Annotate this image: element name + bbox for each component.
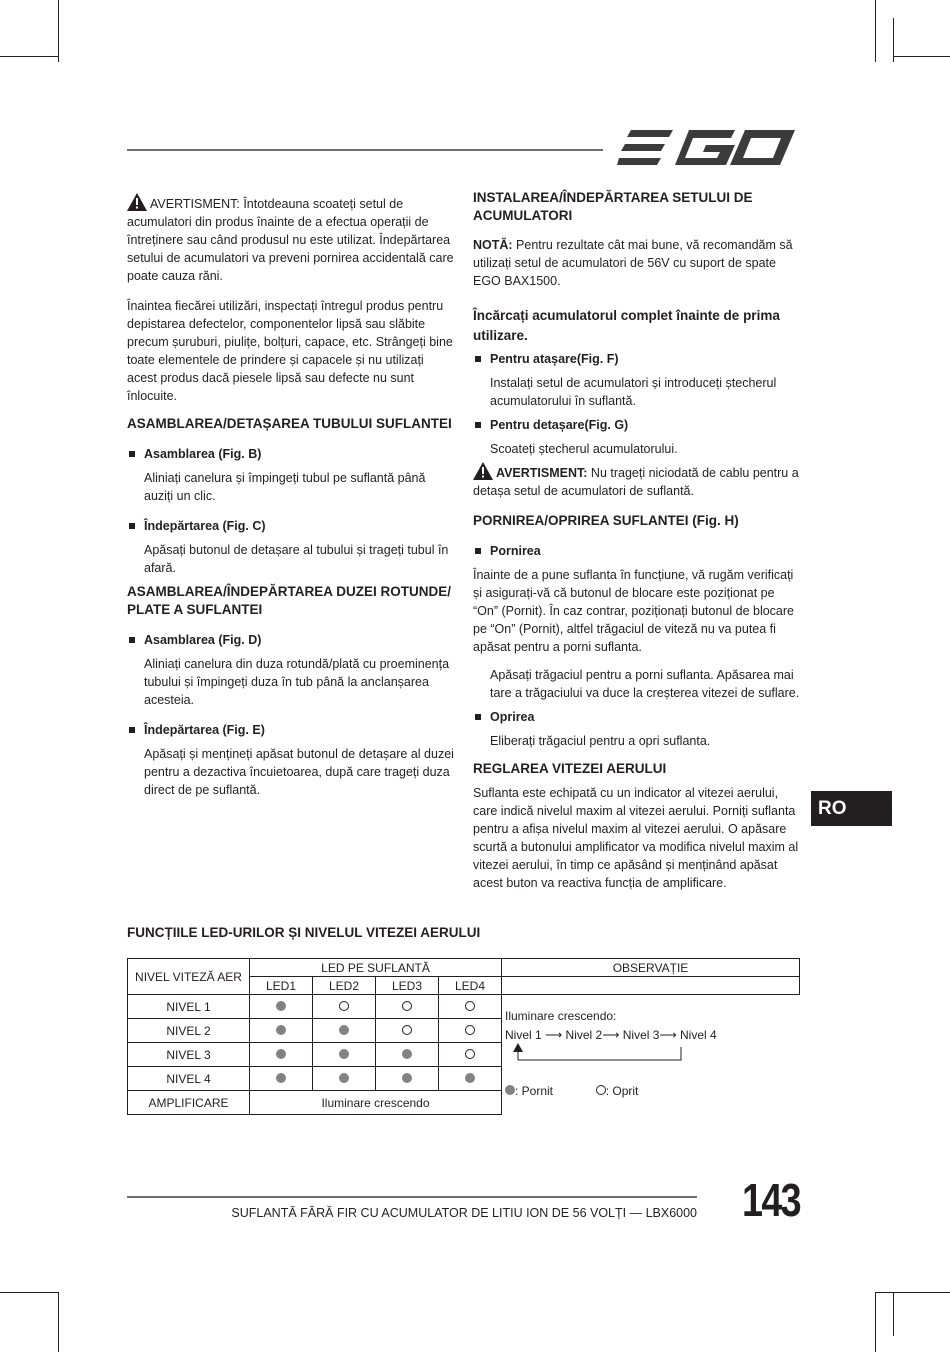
table-row: [128, 1043, 800, 1067]
footer-title: SUFLANTĂ FĂRĂ FIR CU ACUMULATOR DE LITIU ION DE 56 VOLȚI — LBX6000: [231, 1206, 697, 1220]
right-column: [473, 189, 803, 904]
led-off-icon: [402, 1025, 412, 1035]
boost-label: AMPLIFICARE: [128, 1091, 250, 1115]
page-number: 143: [742, 1174, 801, 1226]
led-cell: [376, 1043, 439, 1067]
detach-item: Pentru detașare(Fig. G): [473, 416, 803, 434]
crop-mark: [58, 0, 59, 62]
crop-mark: [0, 56, 58, 57]
col-led3: LED3: [376, 977, 439, 995]
col-led2: LED2: [313, 977, 376, 995]
table-row: [128, 1067, 800, 1091]
speed-text: Suflanta este echipată cu un indicator al vitezei aerului, care indică nivelul maxim al vitezei aerului. Porniți suflanta pentru a afișa nivelul maxim al vitezei aerului. O apăsare scurtă a butonului amplificator va modifica nivelul maxim al vitezei aerului, în timp ce apăsând și menținând apăsat acest buton va reactiva funcția de amplificare.: [473, 786, 799, 890]
col-led-group: LED PE SUFLANTĂ: [250, 959, 502, 977]
led-cell: [439, 1067, 502, 1091]
led-cell: [250, 995, 313, 1019]
attach-text: Instalați setul de acumulatori și introduceți ștecherul acumulatorului în suflantă.: [490, 376, 777, 408]
led-on-icon: [276, 1025, 286, 1035]
led-on-icon: [402, 1073, 412, 1083]
crop-mark: [875, 0, 876, 62]
stop-item: Oprirea: [473, 708, 803, 726]
warning-text: Nu trageți niciodată de cablu pentru a detașa setul de acumulatori de suflantă.: [473, 466, 799, 498]
led-cell: [439, 1019, 502, 1043]
tube-assemble-text: Aliniați canelura și împingeți tubul pe suflantă până auziți un clic.: [144, 471, 426, 503]
battery-warning: [473, 462, 803, 500]
led-cell: [313, 1043, 376, 1067]
crop-mark: [893, 56, 950, 57]
led-off-icon: [596, 1085, 606, 1095]
warning-text: Întotdeauna scoateți setul de acumulatori din produs înainte de a efectua operații de întreținere sau când produsul nu este utilizat. Îndepărtarea setului de acumulatori va preveni pornirea accidentală care poate cauza răni.: [127, 197, 454, 283]
ego-logo: [617, 128, 799, 170]
crop-mark: [893, 1292, 894, 1336]
led-cell: [376, 995, 439, 1019]
led-cell: [376, 1019, 439, 1043]
obs-line-2: Nivel 1 ⟶ Nivel 2⟶ Nivel 3⟶ Nivel 4: [505, 1028, 717, 1042]
led-cell: [250, 1067, 313, 1091]
warning-icon: [473, 462, 493, 480]
led-table: [127, 958, 800, 1115]
crop-mark: [875, 1292, 876, 1352]
led-on-icon: [339, 1049, 349, 1059]
led-cell: [313, 1019, 376, 1043]
led-cell: [250, 1019, 313, 1043]
led-off-icon: [465, 1001, 475, 1011]
header-rule: [127, 149, 603, 151]
nozzle-remove-item: Îndepărtarea (Fig. E): [127, 721, 455, 739]
led-cell: [376, 1067, 439, 1091]
charge-notice: Încărcați acumulatorul complet înainte de prima utilizare.: [473, 308, 780, 343]
boost-row: [128, 1091, 800, 1115]
level-label: NIVEL 2: [128, 1019, 250, 1043]
tube-remove-text: Apăsați butonul de detașare al tubului și trageți tubul în afară.: [144, 543, 449, 575]
tube-remove-item: Îndepărtarea (Fig. C): [127, 517, 455, 535]
warning-label: AVERTISMENT:: [496, 466, 588, 480]
nozzle-assemble-text: Aliniați canelura din duza rotundă/plată cu proeminența tubului și împingeți duza în tub până la anclanșarea acesteia.: [144, 657, 450, 707]
col-level: NIVEL VITEZĂ AER: [128, 959, 250, 995]
stop-text: Eliberați trăgaciul pentru a opri suflanta.: [490, 734, 711, 748]
speed-heading: REGLAREA VITEZEI AERULUI: [473, 761, 667, 776]
led-cell: [250, 1043, 313, 1067]
nozzle-assemble-item: Asamblarea (Fig. D): [127, 631, 455, 649]
level-label: NIVEL 3: [128, 1043, 250, 1067]
boost-value: Iluminare crescendo: [250, 1091, 502, 1115]
crop-mark: [875, 1292, 950, 1293]
start-item: Pornirea: [473, 542, 803, 560]
legend-off: : Oprit: [605, 1084, 639, 1098]
led-on-icon: [402, 1049, 412, 1059]
nozzle-heading: ASAMBLAREA/ÎNDEPĂRTAREA DUZEI ROTUNDE/ PLATE A SUFLANTEI: [127, 584, 451, 617]
table-header-row: [128, 959, 800, 977]
warning-label: AVERTISMENT:: [150, 197, 240, 211]
led-on-icon: [339, 1073, 349, 1083]
inspect-paragraph: Înaintea fiecărei utilizări, inspectați întregul produs pentru depistarea defectelor, componentelor lipsă sau slăbite precum șuruburi, piulițe, bolțuri, capace, etc. Strângeți bine toate elementele de prindere și capacele și nu utilizați acest produs dacă piesele lipsă sau defecte nu sunt înlocuite.: [127, 299, 453, 403]
col-led1: LED1: [250, 977, 313, 995]
cycle-arrow-icon: [510, 1043, 684, 1061]
led-on-icon: [276, 1049, 286, 1059]
start-heading: PORNIREA/OPRIREA SUFLANTEI (Fig. H): [473, 513, 739, 528]
note-text: Pentru rezultate cât mai bune, vă recomandăm să utilizați setul de acumulatori de 56V cu suport de spate EGO BAX1500.: [473, 238, 793, 288]
led-cell: [439, 995, 502, 1019]
detach-text: Scoateți ștecherul acumulatorului.: [490, 442, 678, 456]
warning-icon: [127, 193, 147, 211]
note-label: NOTĂ:: [473, 238, 513, 252]
led-off-icon: [339, 1001, 349, 1011]
battery-heading: INSTALAREA/ÎNDEPĂRTAREA SETULUI DE ACUMULATORI: [473, 190, 753, 223]
level-label: NIVEL 1: [128, 995, 250, 1019]
led-off-icon: [465, 1049, 475, 1059]
led-on-icon: [339, 1025, 349, 1035]
obs-line-1: Iluminare crescendo:: [505, 1009, 617, 1023]
crop-mark: [0, 1292, 58, 1293]
led-off-icon: [402, 1001, 412, 1011]
led-cell: [313, 995, 376, 1019]
level-label: NIVEL 4: [128, 1067, 250, 1091]
led-on-icon: [505, 1085, 515, 1095]
col-led4: LED4: [439, 977, 502, 995]
footer-rule: [127, 1196, 697, 1198]
warning-paragraph: [127, 193, 455, 285]
col-obs: OBSERVAȚIE: [502, 959, 800, 977]
language-tab: RO: [811, 791, 892, 826]
tube-assemble-item: Asamblarea (Fig. B): [127, 445, 455, 463]
legend-on: : Pornit: [515, 1084, 554, 1098]
attach-item: Pentru atașare(Fig. F): [473, 350, 803, 368]
note-paragraph: [473, 236, 803, 290]
tube-heading: ASAMBLAREA/DETAȘAREA TUBULUI SUFLANTEI: [127, 416, 452, 431]
crop-mark: [58, 1292, 59, 1352]
led-cell: [439, 1043, 502, 1067]
table-heading: FUNCȚIILE LED-URILOR ȘI NIVELUL VITEZEI AERULUI: [127, 925, 481, 940]
start-text: Înainte de a pune suflanta în funcțiune, vă rugăm verificați și asigurați-vă că butonul de blocare este poziționat pe “On” (Pornit). În caz contrar, poziționați butonul de blocare pe “On” (Pornit), altfel trăgaciul de viteză nu va putea fi apăsat pentru a porni suflanta.: [473, 568, 794, 654]
observation-cell: [502, 977, 800, 1098]
led-on-icon: [276, 1001, 286, 1011]
start-text-2: Apăsați trăgaciul pentru a porni suflanta. Apăsarea mai tare a trăgaciului va duce la creșterea vitezei de suflare.: [490, 668, 800, 700]
left-column: [127, 193, 455, 811]
led-on-icon: [465, 1073, 475, 1083]
nozzle-remove-text: Apăsați și mențineți apăsat butonul de detașare al duzei pentru a dezactiva încuietoarea, după care trageți duza direct de pe suflantă.: [144, 747, 454, 797]
led-cell: [313, 1067, 376, 1091]
led-off-icon: [465, 1025, 475, 1035]
led-on-icon: [276, 1073, 286, 1083]
